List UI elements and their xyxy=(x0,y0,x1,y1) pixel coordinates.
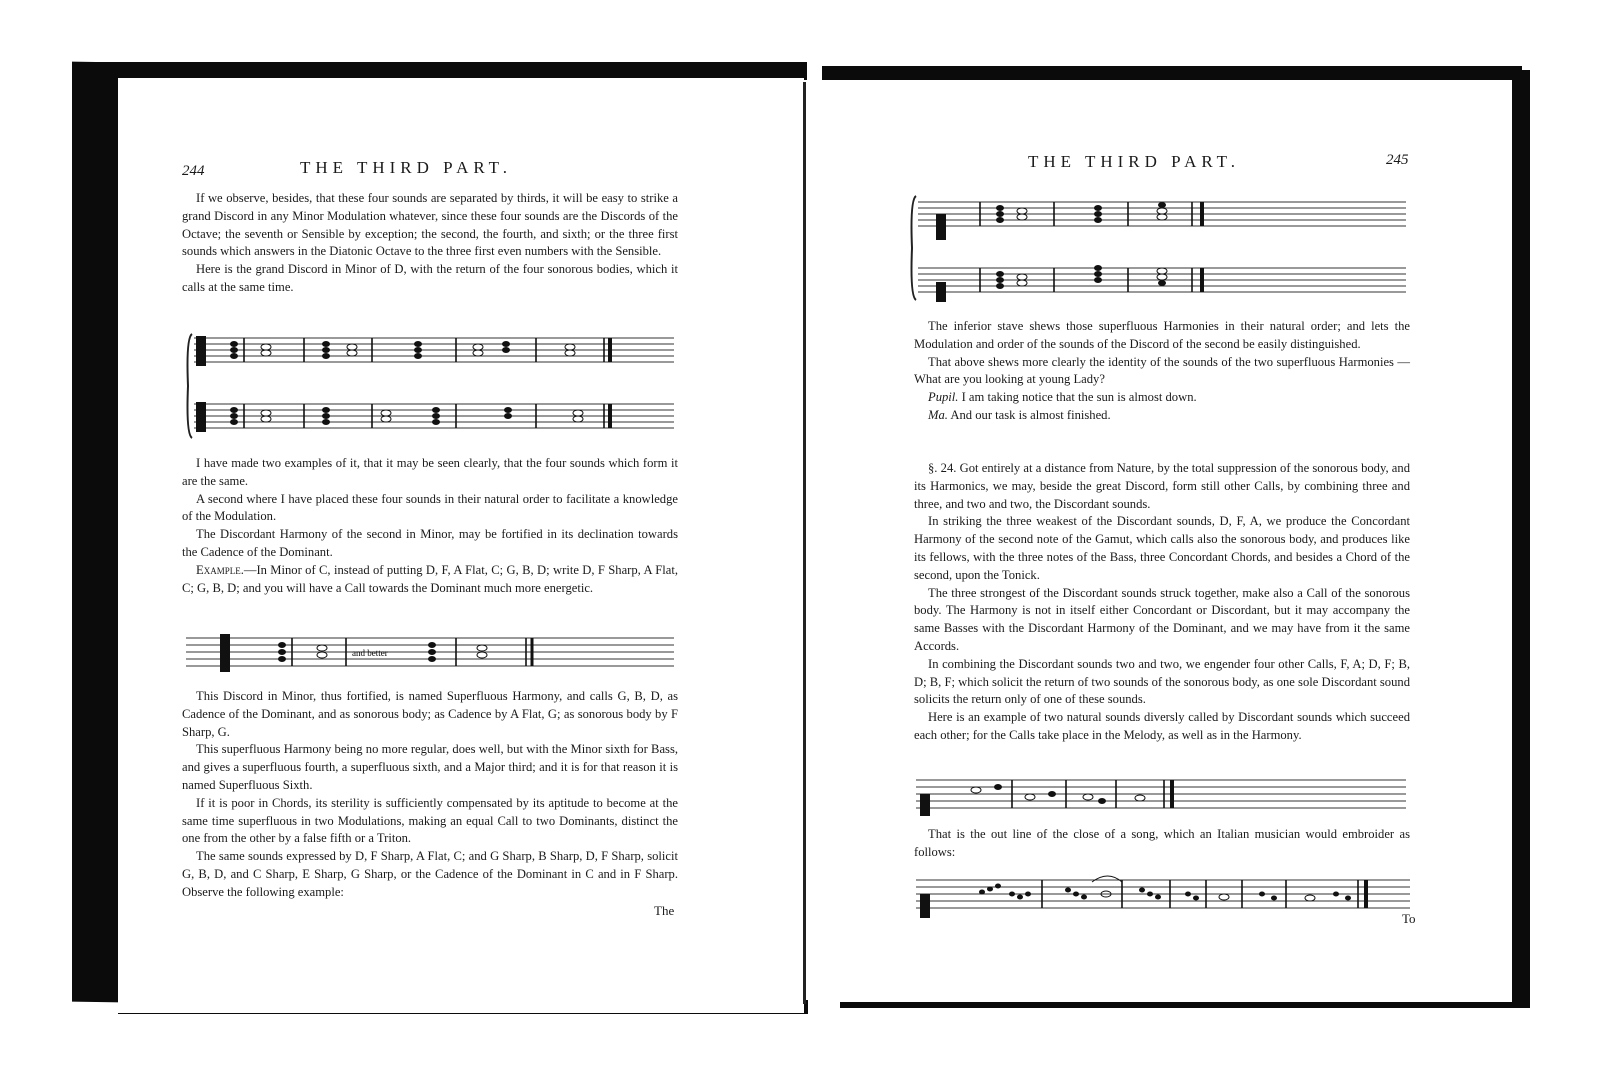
paragraph xyxy=(182,562,678,598)
master-label: Ma. xyxy=(928,407,948,422)
pupil-label: Pupil. xyxy=(928,390,959,405)
paragraph: If it is poor in Chords, its sterility is sufficiently compensated by its aptitude to become at the same time superfluous in two Modulations, making an equal Call to two Dominants, distinct the one from the other by a false fifth or a Triton. xyxy=(182,795,678,846)
paragraph: The Discordant Harmony of the second in Minor, may be fortified in its declination towards the Cadence of the Dominant. xyxy=(182,527,678,559)
and-better-label: and better xyxy=(352,648,388,658)
left-folio: 244 xyxy=(182,163,205,179)
example-label: Example. xyxy=(196,562,244,577)
music-example-grand-discord xyxy=(186,330,678,442)
left-catchword: The xyxy=(654,903,675,918)
right-page-shadow xyxy=(1510,70,1530,1000)
paragraph: The same sounds expressed by D, F Sharp, A Flat, C; and G Sharp, B Sharp, D, F Sharp, solicit G, B, D, and C Sharp, E Sharp, G Sharp, or the Cadence of the Dominant in C and in F Sharp. Observe the following example: xyxy=(182,849,678,899)
paragraph: If we observe, besides, that these four sounds are separated by thirds, it will be easy to strike a grand Discord in any Minor Modulation whatever, since these four sounds are the Discords of the Octave; the seventh or Sensible by exception; the second, the fourth, and sixth; or the three first sounds which answers in the Diatonic Octave to the three first even numbers with the Sensible. xyxy=(182,191,678,259)
paragraph: That is the out line of the close of a song, which an Italian musician would embroider as follows: xyxy=(914,827,1410,859)
paragraph: A second where I have placed these four sounds in their natural order to facilitate a knowledge of the Modulation. xyxy=(182,491,678,524)
pupil-text: I am taking notice that the sun is almost down. xyxy=(961,390,1197,405)
paragraph: §. 24. Got entirely at a distance from Nature, by the total suppression of the sonorous body, and its Harmonics, we may, beside the great Discord, form still other Calls, by combining three and three, and two and two, the Discordant sounds. xyxy=(914,461,1410,511)
music-example-outline xyxy=(916,772,1410,818)
right-running-head: THE THIRD PART. xyxy=(1028,152,1241,171)
paragraph: The three strongest of the Discordant sounds struck together, make also a Call of the sonorous body. The Harmony is not in itself either Concordant or Discordant, but it may accompany the same Basses with the Discordant Harmony of the Dominant, and we may have from it the same Accords. xyxy=(914,585,1410,653)
music-example-embroidered xyxy=(916,872,1414,922)
left-page-shadow xyxy=(72,62,120,1003)
dialogue-master xyxy=(914,407,1410,425)
dialogue-pupil xyxy=(914,389,1410,407)
paragraph: That above shews more clearly the identity of the sounds of the two superfluous Harmonies —What are you looking at young Lady? xyxy=(914,354,1410,387)
right-text-block-3 xyxy=(914,826,1410,862)
left-text-block-3 xyxy=(182,688,678,902)
paragraph: This superfluous Harmony being no more regular, does well, but with the Minor sixth for Bass, and gives a superfluous fourth, a superfluous sixth, and a Major third; and it is for that reason it is named Superfluous Sixth. xyxy=(182,742,678,792)
paragraph: This Discord in Minor, thus fortified, is named Superfluous Harmony, and calls G, B, D, as Cadence of the Dominant, and as sonorous body; as Cadence by A Flat, G; as sonorous body by F Sharp, G. xyxy=(182,689,678,739)
left-text-block-1 xyxy=(182,190,678,297)
master-text: And our task is almost finished. xyxy=(950,407,1111,422)
right-catchword: To xyxy=(1402,911,1416,926)
book-gutter xyxy=(803,82,806,1004)
left-running-head: THE THIRD PART. xyxy=(300,158,513,177)
right-text-block-2 xyxy=(914,460,1410,745)
paragraph: In striking the three weakest of the Discordant sounds, D, F, A, we produce the Concordant Harmony of the second note of the Gamut, which calls also the sonorous body, and produces like its fellows, with the three notes of the Bass, three Concordant Chords, and besides a Chord of the second, upon the Tonick. xyxy=(914,514,1410,582)
right-folio: 245 xyxy=(1386,152,1409,168)
paragraph: The inferior stave shews those superfluous Harmonies in their natural order; and lets the Modulation and order of the sounds of the Discord of the second be easily distinguished. xyxy=(914,319,1410,351)
right-text-block-1 xyxy=(914,318,1410,425)
music-example-superfluous xyxy=(912,192,1412,304)
left-text-block-2 xyxy=(182,455,678,597)
paragraph: In combining the Discordant sounds two and two, we engender four other Calls, F, A; D, F; B, D; B, F; which solicit the return of two sounds of the sonorous body, as one sole Discordant sound solicits the return only of one of these sounds. xyxy=(914,656,1410,707)
music-example-fortified xyxy=(186,628,678,676)
paragraph: Here is an example of two natural sounds diversly called by Discordant sounds which succeed each other; for the Calls take place in the Melody, as well as in the Harmony. xyxy=(914,710,1410,742)
example-text: —In Minor of C, instead of putting D, F, A Flat, C; G, B, D; write D, F Sharp, A Flat, C; G, B, D; and you will have a Call towards the Dominant much more energetic. xyxy=(182,562,678,595)
paragraph: I have made two examples of it, that it may be seen clearly, that the four sounds which form it are the same. xyxy=(182,456,678,488)
paragraph: Here is the grand Discord in Minor of D, with the return of the four sonorous bodies, which it calls at the same time. xyxy=(182,262,678,294)
